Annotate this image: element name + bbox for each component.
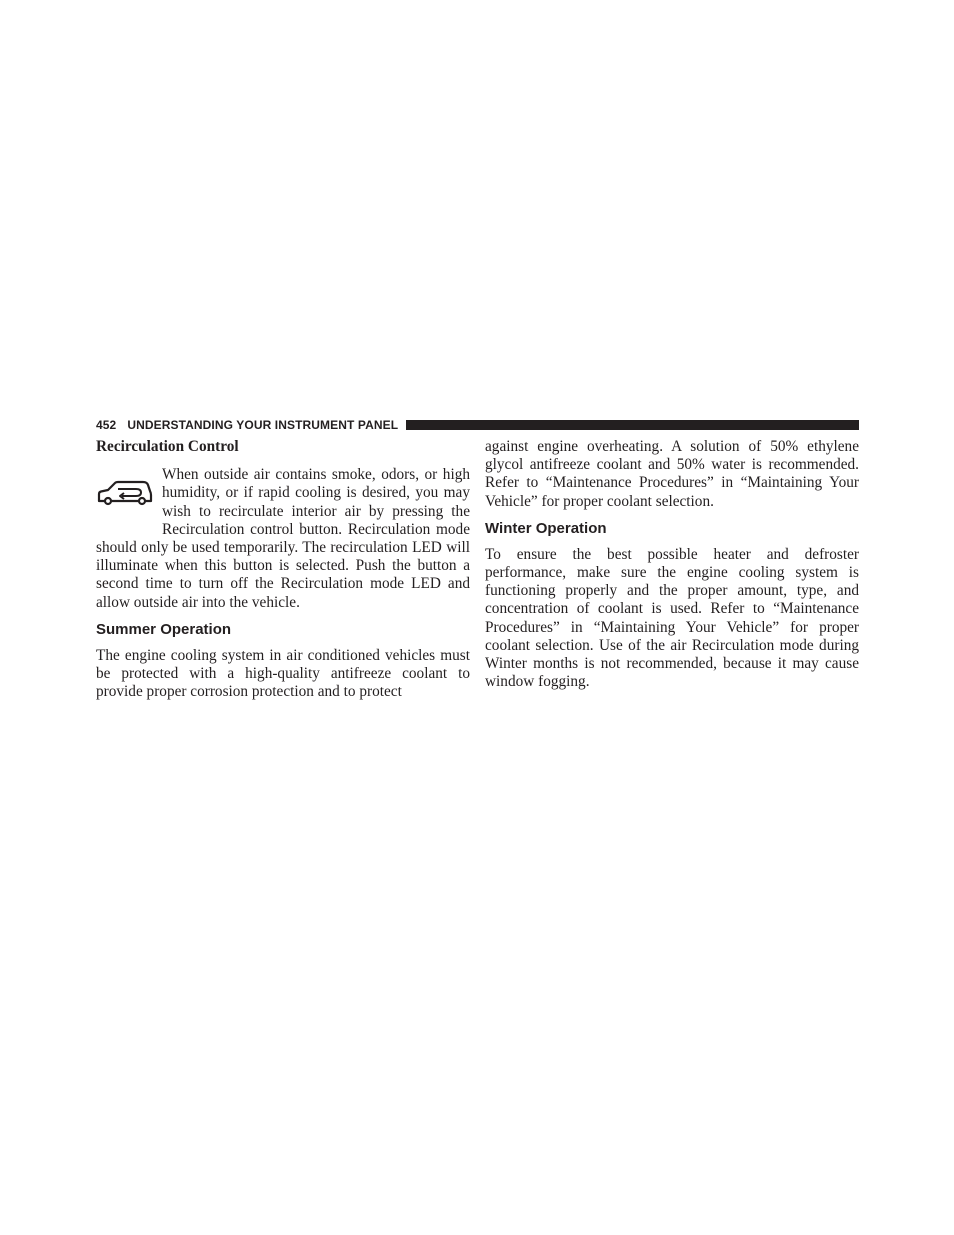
header-rule <box>406 420 859 430</box>
summer-operation-continued: against engine overheating. A solution of 50% ethylene glycol antifreeze coolant and 50% water is recommended. Refer to “Maintenance Procedures” in “Maintaining Your Vehicle” for proper coolant selection. <box>485 438 859 510</box>
page-header <box>96 416 859 434</box>
left-column <box>96 438 470 701</box>
recirculation-text: When outside air contains smoke, odors, or high humidity, or if rapid cooling is desired, you may wish to recirculate interior air by pressing the Recirculation control button. Recirculation mode should only be used temporarily. The recirculation LED will illuminate when this button is selected. Push the button a second time to turn off the Recirculation mode LED and allow outside air into the vehicle. <box>96 466 470 611</box>
recirculation-heading: Recirculation Control <box>96 438 239 455</box>
recirculation-car-icon <box>96 478 154 522</box>
winter-operation-text: To ensure the best possible heater and defroster performance, make sure the engine cooling system is functioning properly and the proper amount, type, and concentration of coolant is used. Refer to “Maintenance Procedures” in “Maintaining Your Vehicle” for proper coolant selection. Use of the air Recirculation mode during Winter months is not recommended, because it may cause window fogging. <box>485 545 859 691</box>
winter-operation-heading: Winter Operation <box>485 519 607 537</box>
page-number: 452 <box>96 418 117 432</box>
summer-operation-text: The engine cooling system in air conditioned vehicles must be protected with a high-quality antifreeze coolant to provide proper corrosion protection and to protect <box>96 646 470 701</box>
section-title: UNDERSTANDING YOUR INSTRUMENT PANEL <box>127 418 399 432</box>
right-column <box>485 438 859 691</box>
summer-operation-heading: Summer Operation <box>96 620 232 638</box>
